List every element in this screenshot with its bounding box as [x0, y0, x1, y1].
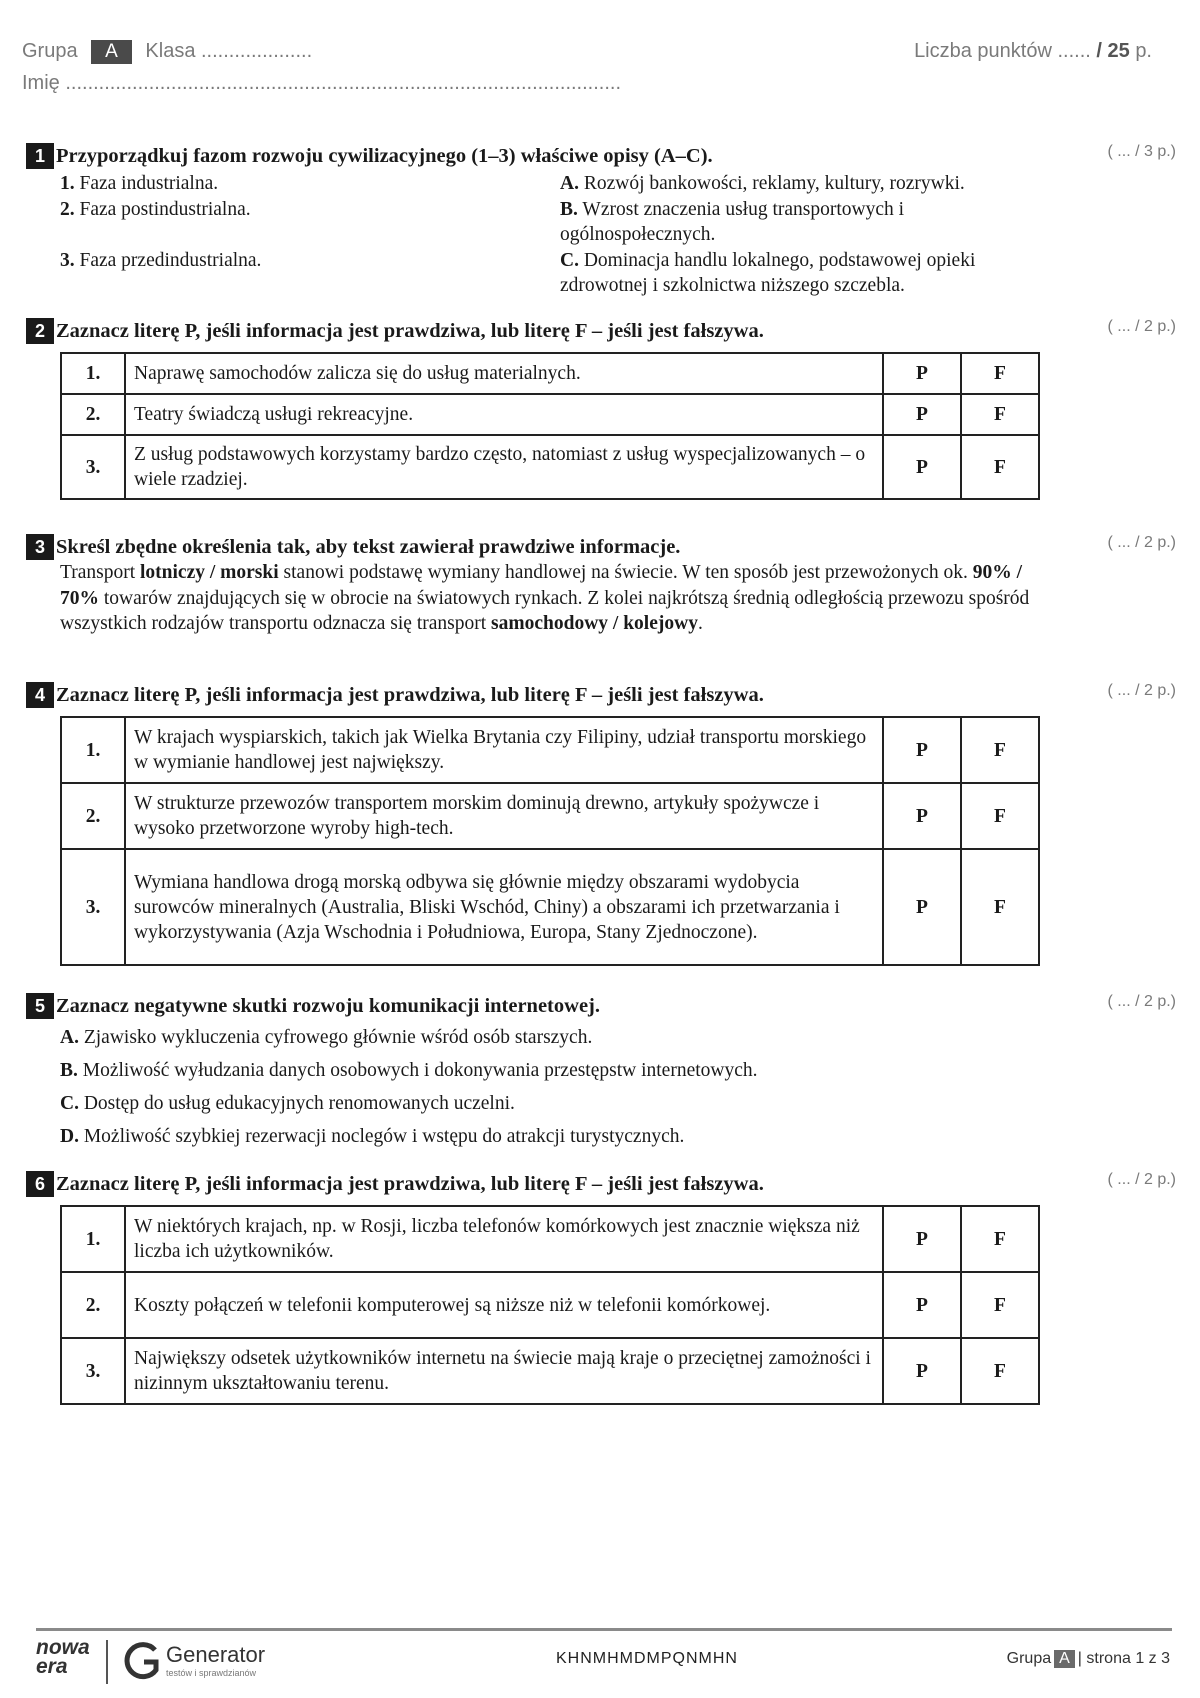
table-row: 1. W krajach wyspiarskich, takich jak Wielka Brytania czy Filipiny, udział transportu morskiego w wymianie handlowej jest największy. P F	[61, 717, 1039, 783]
task-title: Zaznacz literę P, jeśli informacja jest prawdziwa, lub literę F – jeśli jest fałszywa.	[56, 683, 764, 706]
false-option[interactable]: F	[961, 353, 1039, 394]
true-option[interactable]: P	[883, 353, 961, 394]
task-number: 4	[26, 682, 54, 708]
table-row: 2. W strukturze przewozów transportem morskim dominują drewno, artykuły spożywcze i wysoko przetworzone wyroby high-tech. P F	[61, 783, 1039, 849]
description-item: A. Rozwój bankowości, reklamy, kultury, rozrywki.	[560, 173, 965, 194]
task-points: ( ... / 2 p.)	[1107, 318, 1176, 335]
true-false-table	[60, 352, 1040, 500]
true-option[interactable]: P	[883, 1206, 961, 1272]
group-label: Grupa	[22, 40, 78, 62]
false-option[interactable]: F	[961, 1272, 1039, 1338]
task-number: 3	[26, 534, 54, 560]
task-points: ( ... / 2 p.)	[1107, 534, 1176, 551]
task-number: 2	[26, 318, 54, 344]
choice-transport[interactable]: lotniczy / morski	[140, 562, 279, 583]
points-unit: p.	[1135, 40, 1152, 62]
false-option[interactable]: F	[961, 783, 1039, 849]
group-badge: A	[91, 40, 132, 64]
name-field[interactable]: Imię ....................................................................................................	[22, 72, 622, 94]
options-list	[26, 1021, 1176, 1153]
phase-item: 1. Faza industrialna.	[60, 173, 219, 194]
task-number: 6	[26, 1171, 54, 1197]
task-title: Przyporządkuj fazom rozwoju cywilizacyjnego (1–3) właściwe opisy (A–C).	[56, 144, 713, 167]
task-6	[26, 1171, 1176, 1405]
task-5	[26, 993, 1176, 1153]
footer-group-badge: A	[1054, 1650, 1075, 1668]
option-d[interactable]: D. Możliwość szybkiej rezerwacji noclegów i wstępu do atrakcji turystycznych.	[60, 1126, 685, 1147]
points-summary	[914, 40, 1152, 63]
task-title: Zaznacz literę P, jeśli informacja jest prawdziwa, lub literę F – jeśli jest fałszywa.	[56, 1172, 764, 1195]
false-option[interactable]: F	[961, 849, 1039, 965]
table-row: 3. Wymiana handlowa drogą morską odbywa się głównie między obszarami wydobycia surowców mineralnych (Australia, Bliski Wschód, Chiny) a obszarami ich przetwarzania i wykorzystywania (Azja Wschodnia i Południowa, Europa, Stany Zjednoczone). P F	[61, 849, 1039, 965]
header-group-line	[22, 40, 312, 64]
description-item: C. Dominacja handlu lokalnego, podstawowej opieki zdrowotnej i szkolnictwa niższego szczebla.	[560, 249, 976, 296]
points-total: / 25	[1096, 40, 1130, 62]
nowa-era-logo: nowa era	[36, 1636, 90, 1678]
option-b[interactable]: B. Możliwość wyłudzania danych osobowych i dokonywania przestępstw internetowych.	[60, 1060, 758, 1081]
generator-logo-icon	[122, 1640, 162, 1684]
matching-grid	[60, 171, 1176, 299]
false-option[interactable]: F	[961, 394, 1039, 435]
true-option[interactable]: P	[883, 1338, 961, 1404]
description-item: B. Wzrost znaczenia usług transportowych i ogólnospołecznych.	[560, 198, 905, 245]
table-row: 3. Z usług podstawowych korzystamy bardzo często, natomiast z usług wyspecjalizowanych – o wiele rzadziej. P F	[61, 435, 1039, 499]
table-row: 2. Teatry świadczą usługi rekreacyjne. P F	[61, 394, 1039, 435]
task-points: ( ... / 2 p.)	[1107, 1171, 1176, 1188]
task-number: 1	[26, 143, 54, 169]
true-false-table	[60, 716, 1040, 966]
task-title: Zaznacz negatywne skutki rozwoju komunikacji internetowej.	[56, 994, 600, 1017]
table-row: 3. Największy odsetek użytkowników internetu na świecie mają kraje o przeciętnej zamożności i nizinnym ukształtowaniu terenu. P F	[61, 1338, 1039, 1404]
task-title: Skreśl zbędne określenia tak, aby tekst zawierał prawdziwe informacje.	[56, 535, 681, 558]
task-title: Zaznacz literę P, jeśli informacja jest prawdziwa, lub literę F – jeśli jest fałszywa.	[56, 319, 764, 342]
false-option[interactable]: F	[961, 1206, 1039, 1272]
generator-subtitle: testów i sprawdzianów	[166, 1668, 257, 1678]
true-option[interactable]: P	[883, 717, 961, 783]
option-c[interactable]: C. Dostęp do usług edukacyjnych renomowanych uczelni.	[60, 1093, 515, 1114]
task-4	[26, 682, 1176, 966]
choice-mode[interactable]: samochodowy / kolejowy	[491, 613, 698, 634]
true-option[interactable]: P	[883, 783, 961, 849]
phase-item: 2. Faza postindustrialna.	[60, 198, 251, 220]
phase-item: 3. Faza przedindustrialna.	[60, 249, 262, 271]
true-option[interactable]: P	[883, 849, 961, 965]
footer-page-info: Grupa A | strona 1 z 3	[1006, 1650, 1170, 1667]
footer-divider	[36, 1628, 1172, 1631]
task-points: ( ... / 2 p.)	[1107, 993, 1176, 1010]
task-3	[26, 534, 1176, 637]
true-option[interactable]: P	[883, 1272, 961, 1338]
generator-title: Generator	[166, 1642, 266, 1667]
table-row: 1. Naprawę samochodów zalicza się do usług materialnych. P F	[61, 353, 1039, 394]
task-text: Transport lotniczy / morski stanowi podstawę wymiany handlowej na świecie. W ten sposób jest przewożonych ok. 90% / 70% towarów znajdujących się w obrocie na światowych rynkach. Z kolei najkrótszą średnią odległością przewozu spośród wszystkich rodzajów transportu odznacza się transport samochodowy / kolejowy.	[60, 562, 1030, 634]
class-field[interactable]: Klasa ....................	[145, 40, 313, 62]
true-option[interactable]: P	[883, 394, 961, 435]
false-option[interactable]: F	[961, 435, 1039, 499]
task-2	[26, 318, 1176, 500]
task-points: ( ... / 3 p.)	[1107, 143, 1176, 160]
task-1	[26, 143, 1176, 299]
task-points: ( ... / 2 p.)	[1107, 682, 1176, 699]
choice-percent[interactable]: 90% / 70%	[60, 562, 1023, 609]
option-a[interactable]: A. Zjawisko wykluczenia cyfrowego głównie wśród osób starszych.	[60, 1027, 593, 1048]
true-option[interactable]: P	[883, 435, 961, 499]
task-number: 5	[26, 993, 54, 1019]
false-option[interactable]: F	[961, 1338, 1039, 1404]
page-indicator: | strona 1 z 3	[1077, 1650, 1170, 1667]
points-label: Liczba punktów ......	[914, 40, 1091, 62]
document-code: KHNMHMDMPQNMHN	[556, 1650, 738, 1667]
logo-separator	[106, 1640, 108, 1684]
table-row: 2. Koszty połączeń w telefonii komputerowej są niższe niż w telefonii komórkowej. P F	[61, 1272, 1039, 1338]
false-option[interactable]: F	[961, 717, 1039, 783]
table-row: 1. W niektórych krajach, np. w Rosji, liczba telefonów komórkowych jest znacznie większa niż liczba ich użytkowników. P F	[61, 1206, 1039, 1272]
true-false-table	[60, 1205, 1040, 1405]
